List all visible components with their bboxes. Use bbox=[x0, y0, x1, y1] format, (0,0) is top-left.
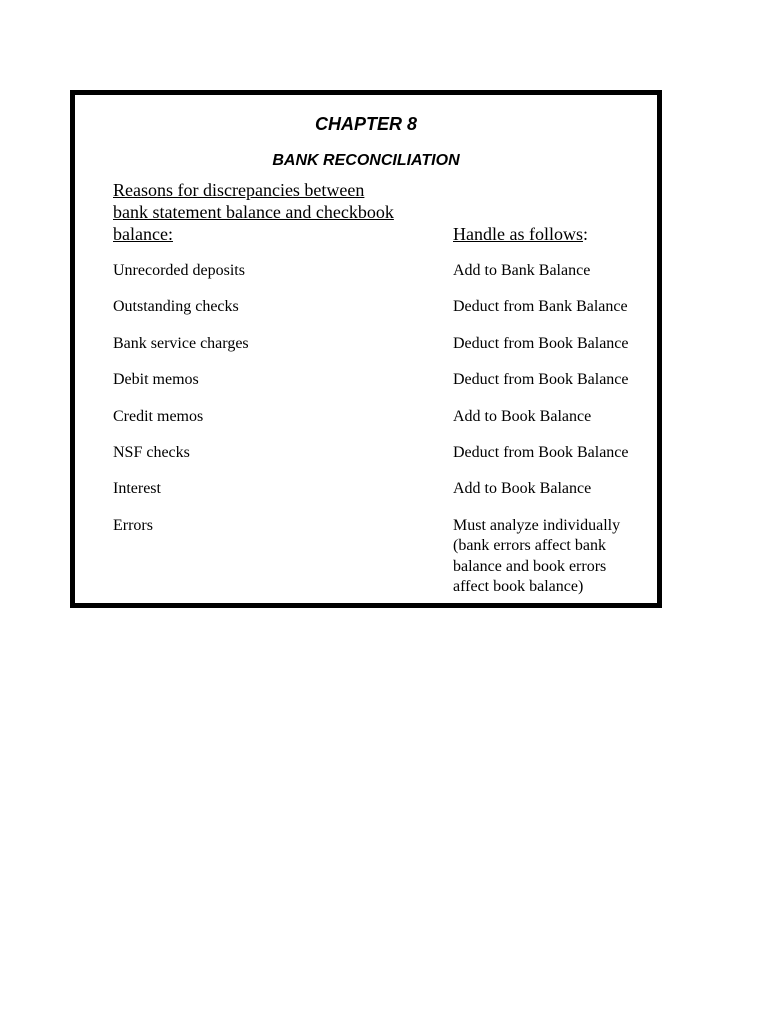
chapter-title: CHAPTER 8 bbox=[314, 114, 417, 134]
handling-action-line: Add to Book Balance bbox=[453, 480, 592, 498]
handling-action-line: affect book balance) bbox=[453, 578, 584, 596]
reasons-header-line: bank statement balance and checkbook bbox=[113, 202, 394, 222]
reasons-header-line: Reasons for discrepancies between bbox=[113, 180, 365, 200]
handling-action bbox=[453, 479, 658, 500]
handling-action-line: Deduct from Book Balance bbox=[453, 443, 629, 461]
handling-header-colon: : bbox=[582, 224, 588, 244]
discrepancy-reason: Unrecorded deposits bbox=[113, 262, 245, 279]
section-title: BANK RECONCILIATION bbox=[272, 152, 460, 169]
list-item bbox=[113, 297, 658, 333]
discrepancy-reason: NSF checks bbox=[113, 443, 190, 461]
discrepancy-reason: Credit memos bbox=[113, 407, 204, 425]
handling-action-line: Must analyze individually bbox=[453, 516, 621, 534]
handling-action-line: Deduct from Book Balance bbox=[453, 371, 629, 389]
handling-action bbox=[453, 516, 658, 598]
handling-action bbox=[453, 334, 658, 355]
handling-action-line: Add to Bank Balance bbox=[453, 262, 591, 279]
handling-action-line: Deduct from Bank Balance bbox=[453, 298, 628, 316]
handling-column-header bbox=[453, 223, 588, 245]
handling-action bbox=[453, 261, 658, 282]
handling-action bbox=[453, 297, 658, 318]
discrepancy-reason: Debit memos bbox=[113, 371, 199, 389]
reasons-header-line: balance: bbox=[113, 224, 173, 244]
document-frame bbox=[70, 90, 662, 608]
discrepancy-reason: Errors bbox=[113, 516, 153, 534]
handling-action-line: Add to Book Balance bbox=[453, 407, 592, 425]
list-item bbox=[113, 407, 658, 443]
list-item bbox=[113, 334, 658, 370]
handling-header-label: Handle as follows bbox=[453, 224, 583, 244]
handling-action-line: (bank errors affect bank bbox=[453, 537, 606, 555]
discrepancy-reason: Bank service charges bbox=[113, 334, 249, 352]
list-item bbox=[113, 479, 658, 515]
handling-action bbox=[453, 443, 658, 464]
handling-action-line: Deduct from Book Balance bbox=[453, 334, 629, 352]
handling-action bbox=[453, 407, 658, 428]
list-item bbox=[113, 261, 658, 297]
handling-action-line: balance and book errors bbox=[453, 557, 607, 575]
reconciliation-list bbox=[113, 261, 658, 596]
reasons-column-header bbox=[113, 179, 433, 245]
handling-action bbox=[453, 370, 658, 391]
list-item bbox=[113, 516, 658, 596]
list-item bbox=[113, 370, 658, 406]
list-item bbox=[113, 443, 658, 479]
discrepancy-reason: Interest bbox=[113, 480, 161, 498]
discrepancy-reason: Outstanding checks bbox=[113, 298, 239, 316]
